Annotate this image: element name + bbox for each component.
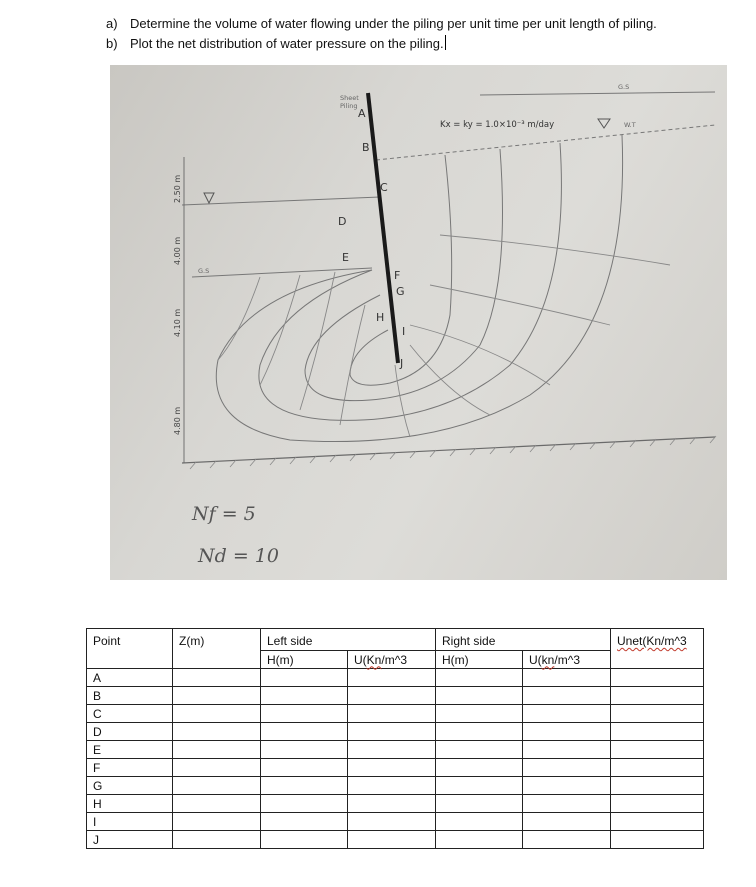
cell-unet[interactable] xyxy=(611,759,704,777)
cell-u-right[interactable] xyxy=(523,705,611,723)
table-row xyxy=(87,831,704,849)
cell-h-right[interactable] xyxy=(436,795,523,813)
cell-unet[interactable] xyxy=(611,687,704,705)
cell-h-left[interactable] xyxy=(261,723,348,741)
point-i-letter: I xyxy=(402,325,406,338)
cell-h-right[interactable] xyxy=(436,777,523,795)
cell-h-right[interactable] xyxy=(436,723,523,741)
point-h-letter: H xyxy=(376,311,385,324)
question-a xyxy=(106,14,657,34)
sheet-label-2: Piling xyxy=(340,102,358,110)
cell-u-right[interactable] xyxy=(523,795,611,813)
cell-h-left[interactable] xyxy=(261,813,348,831)
cell-u-right[interactable] xyxy=(523,831,611,849)
row-label: J xyxy=(87,831,173,849)
cell-unet[interactable] xyxy=(611,705,704,723)
table-row xyxy=(87,723,704,741)
table-row xyxy=(87,705,704,723)
cell-z[interactable] xyxy=(173,669,261,687)
cell-h-right[interactable] xyxy=(436,705,523,723)
cell-unet[interactable] xyxy=(611,777,704,795)
cell-z[interactable] xyxy=(173,687,261,705)
cell-unet[interactable] xyxy=(611,795,704,813)
cell-u-left[interactable] xyxy=(348,795,436,813)
cell-u-left[interactable] xyxy=(348,705,436,723)
row-label: D xyxy=(87,723,173,741)
permeability-label: Kx = ky = 1.0×10⁻³ m/day xyxy=(440,120,555,130)
subheader-h-left: H(m) xyxy=(261,651,348,669)
cell-h-right[interactable] xyxy=(436,669,523,687)
dim-label-4: 4.80 m xyxy=(173,406,182,435)
question-b-text: Plot the net distribution of water pressure on the piling. xyxy=(130,36,444,51)
right-water-surface xyxy=(376,125,715,160)
cell-u-right[interactable] xyxy=(523,777,611,795)
dim-label-2: 4.00 m xyxy=(173,236,182,265)
point-g-letter: G xyxy=(396,285,405,298)
table-row xyxy=(87,741,704,759)
row-label: C xyxy=(87,705,173,723)
point-c-letter: C xyxy=(380,181,388,194)
cell-h-right[interactable] xyxy=(436,813,523,831)
header-point-cont xyxy=(87,651,173,669)
question-b xyxy=(106,34,657,54)
row-label: H xyxy=(87,795,173,813)
cell-z[interactable] xyxy=(173,777,261,795)
nf-label: Nf = 5 xyxy=(192,503,256,525)
point-d-letter: D xyxy=(338,215,347,228)
cell-u-right[interactable] xyxy=(523,723,611,741)
header-unet-cont xyxy=(611,651,704,669)
cell-u-right[interactable] xyxy=(523,813,611,831)
table-row xyxy=(87,795,704,813)
subheader-h-right: H(m) xyxy=(436,651,523,669)
cell-h-left[interactable] xyxy=(261,687,348,705)
question-a-text: Determine the volume of water flowing under the piling per unit time per unit length of piling. xyxy=(130,16,657,31)
row-label: G xyxy=(87,777,173,795)
cell-unet[interactable] xyxy=(611,831,704,849)
cell-h-left[interactable] xyxy=(261,777,348,795)
cell-z[interactable] xyxy=(173,705,261,723)
cell-h-left[interactable] xyxy=(261,705,348,723)
cell-u-left[interactable] xyxy=(348,741,436,759)
cell-z[interactable] xyxy=(173,723,261,741)
cell-unet[interactable] xyxy=(611,813,704,831)
cell-u-left[interactable] xyxy=(348,669,436,687)
nd-label: Nd = 10 xyxy=(198,545,279,567)
cell-h-left[interactable] xyxy=(261,831,348,849)
dim-label-3: 4.10 m xyxy=(173,308,182,337)
point-j-letter: J xyxy=(400,357,404,370)
right-ground-surface xyxy=(480,92,715,95)
left-water-triangle xyxy=(204,193,214,203)
row-label: F xyxy=(87,759,173,777)
subheader-u-left: U(Kn/m^3 xyxy=(348,651,436,669)
point-f-letter: F xyxy=(394,269,401,282)
cell-z[interactable] xyxy=(173,759,261,777)
question-b-label: b) xyxy=(106,36,118,51)
cell-u-right[interactable] xyxy=(523,759,611,777)
table-row xyxy=(87,687,704,705)
cell-z[interactable] xyxy=(173,813,261,831)
row-label: E xyxy=(87,741,173,759)
table-row xyxy=(87,777,704,795)
left-gs-label: G.S xyxy=(198,267,210,275)
point-b-letter: B xyxy=(362,141,370,154)
subheader-u-right: U(kn/m^3 xyxy=(523,651,611,669)
cell-h-right[interactable] xyxy=(436,759,523,777)
cell-u-left[interactable] xyxy=(348,777,436,795)
cell-u-left[interactable] xyxy=(348,813,436,831)
question-a-label: a) xyxy=(106,16,118,31)
dim-label-1: 2.50 m xyxy=(173,174,182,203)
cell-u-left[interactable] xyxy=(348,687,436,705)
right-gs-label: G.S xyxy=(618,83,630,91)
table-row xyxy=(87,759,704,777)
cell-unet[interactable] xyxy=(611,723,704,741)
text-cursor xyxy=(445,35,446,50)
cell-u-right[interactable] xyxy=(523,741,611,759)
right-wt-label: W.T xyxy=(624,121,636,129)
flow-lines xyxy=(216,135,622,442)
cell-unet[interactable] xyxy=(611,741,704,759)
table-row xyxy=(87,813,704,831)
pressure-table xyxy=(86,628,704,849)
cell-h-left[interactable] xyxy=(261,669,348,687)
cell-h-left[interactable] xyxy=(261,741,348,759)
flow-net-photo xyxy=(110,65,727,580)
row-label: B xyxy=(87,687,173,705)
header-right-side: Right side xyxy=(436,629,523,651)
header-left-side: Left side xyxy=(261,629,348,651)
cell-z[interactable] xyxy=(173,741,261,759)
cell-unet[interactable] xyxy=(611,669,704,687)
cell-u-right[interactable] xyxy=(523,669,611,687)
cell-h-right[interactable] xyxy=(436,831,523,849)
header-left-side-spacer xyxy=(348,629,436,651)
header-point: Point xyxy=(87,629,173,651)
cell-u-right[interactable] xyxy=(523,687,611,705)
header-z: Z(m) xyxy=(173,629,261,651)
cell-u-left[interactable] xyxy=(348,723,436,741)
cell-u-left[interactable] xyxy=(348,759,436,777)
cell-h-left[interactable] xyxy=(261,795,348,813)
right-water-triangle xyxy=(598,119,610,128)
row-label: I xyxy=(87,813,173,831)
header-right-side-spacer xyxy=(523,629,611,651)
table-row xyxy=(87,669,704,687)
cell-u-left[interactable] xyxy=(348,831,436,849)
row-label: A xyxy=(87,669,173,687)
header-z-cont xyxy=(173,651,261,669)
sheet-label-1: Sheet xyxy=(340,94,359,102)
point-a-letter: A xyxy=(358,107,366,120)
cell-h-right[interactable] xyxy=(436,741,523,759)
flow-net-sketch xyxy=(110,65,727,580)
point-e-letter: E xyxy=(342,251,349,264)
cell-z[interactable] xyxy=(173,795,261,813)
cell-z[interactable] xyxy=(173,831,261,849)
cell-h-left[interactable] xyxy=(261,759,348,777)
header-unet: Unet(Kn/m^3 xyxy=(611,629,704,651)
cell-h-right[interactable] xyxy=(436,687,523,705)
question-list xyxy=(106,14,657,54)
